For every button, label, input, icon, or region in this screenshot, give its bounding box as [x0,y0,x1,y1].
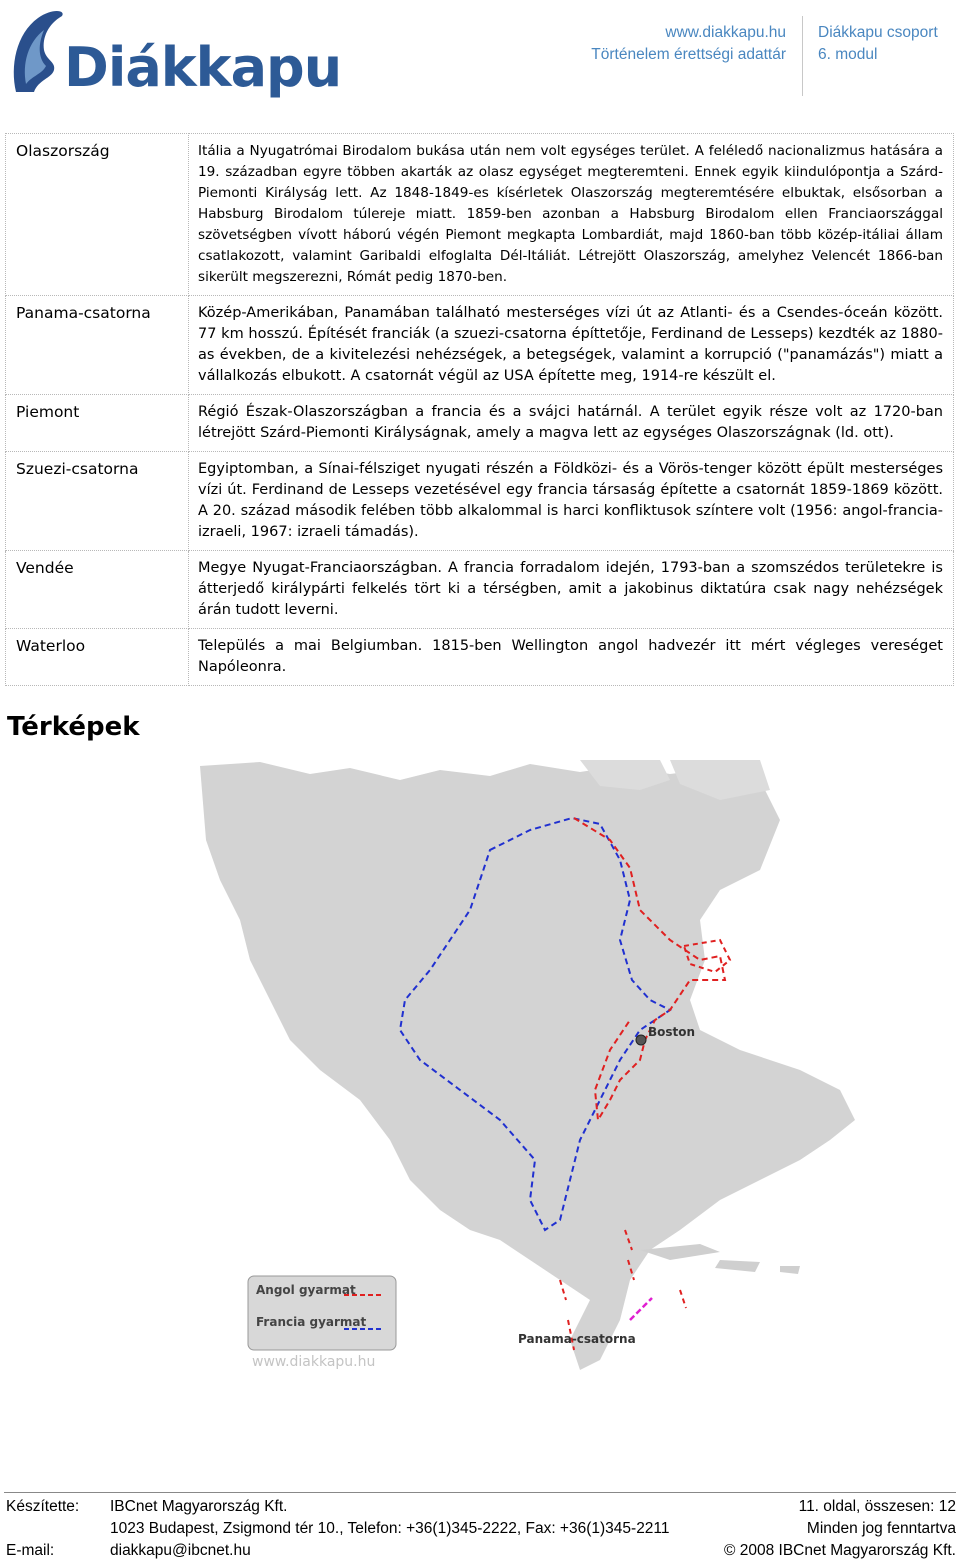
glossary-definition: Itália a Nyugatrómai Birodalom bukása után nem volt egységes terület. A feléledő nacionalizmus hatására a 19. században egyre többen akarták az olasz egységet megteremteni. Ennek egyik kiindulópontja a Szárd-Piemonti Királyság lett. Az 1848-1849-es kísérletek Olaszország megteremtésére elbuktak, elsősorban a Habsburg Birodalom túlereje miatt. 1859-ben azonban a Habsburg Birodalom ellen Franciaországgal szövetségben vívott háború végén Piemont megkapta Lombardiát, majd 1860-ban több közép-itáliai állam csatlakozott, valamint Garibaldi elfoglalta Dél-Itáliát. Létrejött Olaszország, amelyhez Velencét 1866-ban sikerült megszerezni, Rómát pedig 1870-ben. [189,134,954,296]
page-info: 11. oldal, összesen: 12 [798,1498,956,1515]
svg-text:Diákkapu: Diákkapu [64,36,342,99]
canal-label: Panama-csatorna [518,1332,636,1346]
legend-french-text: Francia gyarmat [256,1315,367,1329]
company-address: 1023 Budapest, Zsigmond tér 10., Telefon: +36(1)345-2222, Fax: +36(1)345-2211 [110,1520,670,1537]
header-divider [802,16,803,96]
table-row [6,452,954,551]
glossary-definition: Megye Nyugat-Franciaországban. A francia forradalom idején, 1793-ban a szomszédos területekre is átterjedő királypárti felkelés tört ki a térségben, amit a jakobinus diktatúra csak nagy nehézségek árán tudott leverni. [189,551,954,629]
email-link[interactable]: diakkapu@ibcnet.hu [110,1542,251,1559]
section-title: Térképek [7,712,140,742]
map-legend [248,1276,396,1350]
panama-canal-line [630,1298,652,1320]
legend-french-label [256,1315,367,1329]
colonies-map [200,760,962,1372]
caribbean-islands [640,1244,800,1274]
table-row [6,629,954,686]
table-row [6,551,954,629]
doc-title: Történelem érettségi adattár [591,46,786,63]
group-name: Diákkapu csoport [818,24,938,41]
diakkapu-logo [8,4,342,104]
header-right-info [818,22,958,66]
glossary-term: Panama-csatorna [6,296,189,395]
glossary-table [5,133,954,686]
made-by-label: Készítette: [6,1498,80,1515]
glossary-term: Vendée [6,551,189,629]
glossary-term: Olaszország [6,134,189,296]
glossary-definition: Település a mai Belgiumban. 1815-ben Wellington angol hadvezér itt mért végleges vereséget Napóleonra. [189,629,954,686]
glossary-definition: Közép-Amerikában, Panamában található mesterséges vízi út az Atlanti- és a Csendes-óceán között. 77 km hosszú. Építését franciák (a szuezi-csatorna építtetője, Ferdinand de Lesseps) kezdték az 1880-as években, de a kivitelezési nehézségek, a betegségek, valamint a korrupció ("panamázás") miatt a vállalkozás elbukott. A csatornát végül az USA építette meg, 1914-re készült el. [189,296,954,395]
table-row [6,395,954,452]
site-url[interactable]: www.diakkapu.hu [665,24,786,41]
email-label: E-mail: [6,1542,55,1559]
glossary-definition: Egyiptomban, a Sínai-félsziget nyugati részén a Földközi- és a Vörös-tenger között épült mesterséges vízi út. Ferdinand de Lesseps vezetésével egy francia társaság építette a csatornát 1859-1869 között. A 20. század második felében több alkalommal is harci konfliktusok színtere volt (1956: angol-francia-izraeli, 1967: izraeli támadás). [189,452,954,551]
header-left-info [556,22,786,66]
page-footer [0,1490,960,1562]
glossary-term: Waterloo [6,629,189,686]
map-watermark: www.diakkapu.hu [252,1354,376,1370]
module-name: 6. modul [818,46,878,63]
copyright-text: © 2008 IBCnet Magyarország Kft. [724,1542,956,1559]
boston-marker [636,1035,646,1045]
page-header [0,0,960,110]
company-name: IBCnet Magyarország Kft. [110,1498,288,1515]
legend-english-label [256,1283,356,1297]
glossary-definition: Régió Észak-Olaszországban a francia és a svájci határnál. A terület egyik része volt az 1720-ban létrejött Szárd-Piemonti Királyságnak, amely a magva lett az egységes Olaszországnak (ld. ott). [189,395,954,452]
legend-english-text: Angol gyarmat [256,1283,356,1297]
footer-divider [4,1492,956,1493]
boston-label: Boston [648,1025,696,1039]
glossary-term: Piemont [6,395,189,452]
glossary-term: Szuezi-csatorna [6,452,189,551]
table-row [6,296,954,395]
rights-text: Minden jog fenntartva [806,1520,956,1537]
table-row [6,134,954,296]
